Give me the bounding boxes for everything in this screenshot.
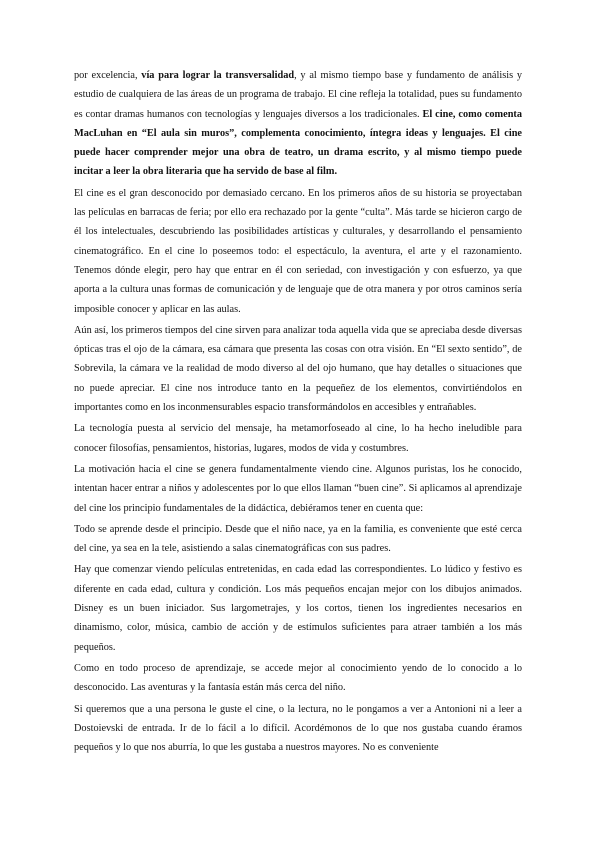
bold-text-segment: El cine, como comenta MacLuhan en “El aula sin muros”, complementa conocimiento, íntegra ideas y lenguajes. El cine puede hacer comprender mejor una obra de teatro, un drama escrito, y al mismo tiempo puede incitar a leer la obra literaria que ha servido de base al film. — [74, 108, 522, 178]
text-segment: , y al mismo tiempo base y fundamento de análisis y estudio de cualquiera de las áreas de un programa de trabajo. El cine refleja la totalidad, pues su fundamento es contar dramas humanos con tecnologías y lenguajes diversos a los tradicionales. — [74, 70, 522, 120]
paragraph-7 — [74, 560, 522, 656]
text-segment: Hay que comenzar viendo películas entretenidas, en cada edad las correspondientes. Lo lúdico y festivo es diferente en cada edad, cultura y condición. Los más pequeños encajan mejor con los dibujos animados. Disney es un buen iniciador. Sus largometrajes, y los cortos, tienen los ingredientes necesarios en dinamismo, color, música, cambio de acción y de estímulos suficientes para atraer también a los más pequeños. — [74, 564, 522, 653]
text-segment: Todo se aprende desde el principio. Desde que el niño nace, ya en la familia, es conveniente que esté cerca del cine, ya sea en la tele, asistiendo a salas cinematográficas con sus padres. — [74, 523, 522, 555]
text-segment: La motivación hacia el cine se genera fundamentalmente viendo cine. Algunos puristas, los he conocido, intentan hacer entrar a niños y adolescentes por lo que ellos llaman “buen cine”. Si aplicamos al aprendizaje del cine los principio fundamentales de la didáctica, debiéramos tener en cuenta que: — [74, 463, 522, 514]
paragraph-9 — [74, 700, 522, 758]
text-segment: El cine es el gran desconocido por demasiado cercano. En los primeros años de su historia se proyectaban las películas en barracas de feria; por ello era rechazado por la gente “culta”. Más tarde se hicieron cargo de él los intelectuales, descubriendo las posibilidades artísticas y culturales, y desarrollando el pensamiento cinematográfico. En el cine lo poseemos todo: el espectáculo, la aventura, el arte y el razonamiento. Tenemos dónde elegir, pero hay que entrar en él con seriedad, con investigación y con esfuerzo, ya que aporta a la cultura unas formas de comunicación y de lenguaje que de otra manera y por otros caminos sería imposible conocer y aplicar en las aulas. — [74, 187, 522, 315]
paragraph-8 — [74, 659, 522, 698]
paragraph-3 — [74, 321, 522, 417]
paragraph-2 — [74, 184, 522, 319]
text-segment: Como en todo proceso de aprendizaje, se accede mejor al conocimiento yendo de lo conocido a lo desconocido. Las aventuras y la fantasía están más cerca del niño. — [74, 662, 522, 694]
text-segment: Aún así, los primeros tiempos del cine sirven para analizar toda aquella vida que se apreciaba desde diversas ópticas tras el ojo de la cámara, esa cámara que presenta las cosas con otra visión. En “El sexto sentido”, de Sobrevila, la cámara ve la realidad de modo diverso al del ojo humano, que hay detalles o situaciones que no puede apreciar. El cine nos introduce tanto en la pequeñez de los elementos, convirtiéndolos en importantes como en los inconmensurables espacio transformándolos en accesibles y entrañables. — [74, 324, 522, 414]
text-segment: La tecnología puesta al servicio del mensaje, ha metamorfoseado al cine, lo ha hecho ineludible para conocer filosofías, pensamientos, historias, lugares, modos de vida y costumbres. — [74, 423, 522, 454]
text-segment: por excelencia, — [74, 70, 142, 81]
paragraph-5 — [74, 460, 522, 518]
paragraph-6 — [74, 520, 522, 559]
paragraph-1 — [74, 66, 522, 182]
paragraph-4 — [74, 419, 522, 458]
text-segment: Si queremos que a una persona le guste el cine, o la lectura, no le pongamos a ver a Antonioni ni a leer a Dostoievski de entrada. Ir de lo fácil a lo difícil. Acordémonos de lo que nos gustaba cuando éramos pequeños y lo que nos aburría, lo que les gustaba a nuestros mayores. No es conveniente — [74, 703, 522, 754]
bold-text-segment: vía para lograr la transversalidad — [141, 70, 295, 81]
